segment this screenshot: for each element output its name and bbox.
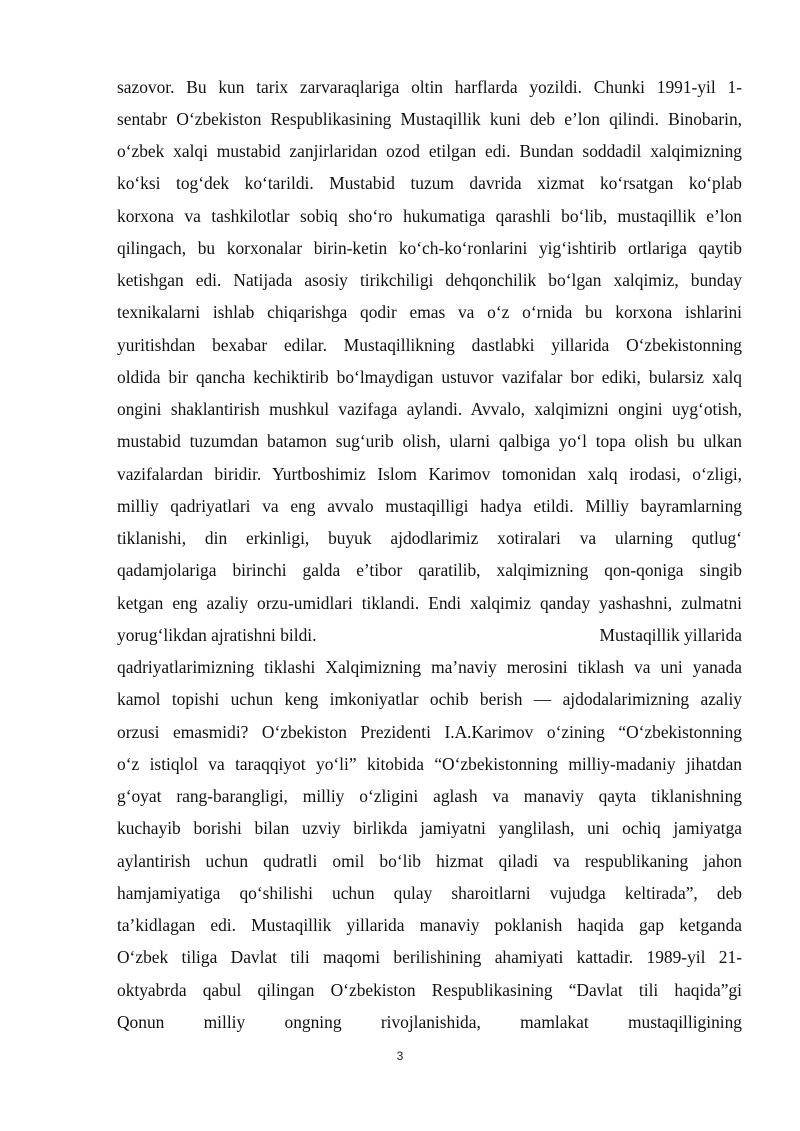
text-line: texnikalarni ishlab chiqarishga qodir emas va o‘z o‘rnida bu korxona ishlarini (117, 302, 742, 322)
text-line: kuchayib borishi bilan uzviy birlikda jamiyatni yanglilash, uni ochiq jamiyatga (117, 818, 742, 838)
text-line: vazifalardan biridir. Yurtboshimiz Islom Karimov tomonidan xalq irodasi, o‘zligi, (117, 464, 742, 484)
text-line: ongini shaklantirish mushkul vazifaga aylandi. Avvalo, xalqimizni ongini uyg‘otish, (117, 399, 742, 419)
split-line-left: yorug‘likdan ajratishni bildi. (117, 625, 317, 645)
text-line: korxona va tashkilotlar sobiq sho‘ro hukumatiga qarashli bo‘lib, mustaqillik e’lon (117, 206, 742, 226)
text-line: yuritishdan bexabar edilar. Mustaqillikning dastlabki yillarida O‘zbekistonning (117, 335, 742, 355)
text-line: g‘oyat rang-barangligi, milliy o‘zligini aglash va manaviy qayta tiklanishning (117, 786, 742, 806)
text-line: qilingach, bu korxonalar birin-ketin ko‘ch-ko‘ronlarini yig‘ishtirib ortlariga qaytib (117, 238, 742, 258)
split-line-right: Mustaqillik yillarida (599, 625, 742, 645)
text-line: o‘z istiqlol va taraqqiyot yo‘li” kitobida “O‘zbekistonning milliy-madaniy jihatdan (117, 754, 742, 774)
text-line: hamjamiyatiga qo‘shilishi uchun qulay sharoitlarni vujudga keltirada”, deb (117, 883, 742, 903)
text-line: ta’kidlagan edi. Mustaqillik yillarida manaviy poklanish haqida gap ketganda (117, 915, 742, 935)
text-line: o‘zbek xalqi mustabid zanjirlaridan ozod etilgan edi. Bundan soddadil xalqimizning (117, 141, 742, 161)
text-line: qadamjolariga birinchi galda e’tibor qaratilib, xalqimizning qon-qoniga singib (117, 560, 742, 580)
text-line: ketishgan edi. Natijada asosiy tirikchiligi dehqonchilik bo‘lgan xalqimiz, bunday (117, 270, 742, 290)
text-line: milliy qadriyatlari va eng avvalo mustaqilligi hadya etildi. Milliy bayramlarning (117, 496, 742, 516)
text-line: orzusi emasmidi? O‘zbekiston Prezidenti I.A.Karimov o‘zining “O‘zbekistonning (117, 722, 742, 742)
text-line: kamol topishi uchun keng imkoniyatlar ochib berish — ajdodalarimizning azaliy (117, 689, 742, 709)
text-line: Qonun milliy ongning rivojlanishida, mamlakat mustaqilligining (117, 1012, 742, 1032)
page-number: 3 (396, 1049, 404, 1063)
text-line: sazovor. Bu kun tarix zarvaraqlariga oltin harflarda yozildi. Chunki 1991-yil 1- (117, 77, 742, 97)
text-line: oktyabrda qabul qilingan O‘zbekiston Respublikasining “Davlat tili haqida”gi (117, 980, 742, 1000)
text-line: sentabr O‘zbekiston Respublikasining Mustaqillik kuni deb e’lon qilindi. Binobarin, (117, 109, 742, 129)
text-line: oldida bir qancha kechiktirib bo‘lmaydigan ustuvor vazifalar bor ediki, bularsiz xalq (117, 367, 742, 387)
text-line: ko‘ksi tog‘dek ko‘tarildi. Mustabid tuzum davrida xizmat ko‘rsatgan ko‘plab (117, 173, 742, 193)
text-line: aylantirish uchun qudratli omil bo‘lib hizmat qiladi va respublikaning jahon (117, 851, 742, 871)
text-line: tiklanishi, din erkinligi, buyuk ajdodlarimiz xotiralari va ularning qutlug‘ (117, 528, 742, 548)
text-line: ketgan eng azaliy orzu-umidlari tiklandi. Endi xalqimiz qanday yashashni, zulmatni (117, 593, 742, 613)
text-line: mustabid tuzumdan batamon sug‘urib olish, ularni qalbiga yo‘l topa olish bu ulkan (117, 431, 742, 451)
text-line: qadriyatlarimizning tiklashi Xalqimizning ma’naviy merosini tiklash va uni yanada (117, 657, 742, 677)
text-line: O‘zbek tiliga Davlat tili maqomi berilishining ahamiyati kattadir. 1989-yil 21- (117, 947, 742, 967)
